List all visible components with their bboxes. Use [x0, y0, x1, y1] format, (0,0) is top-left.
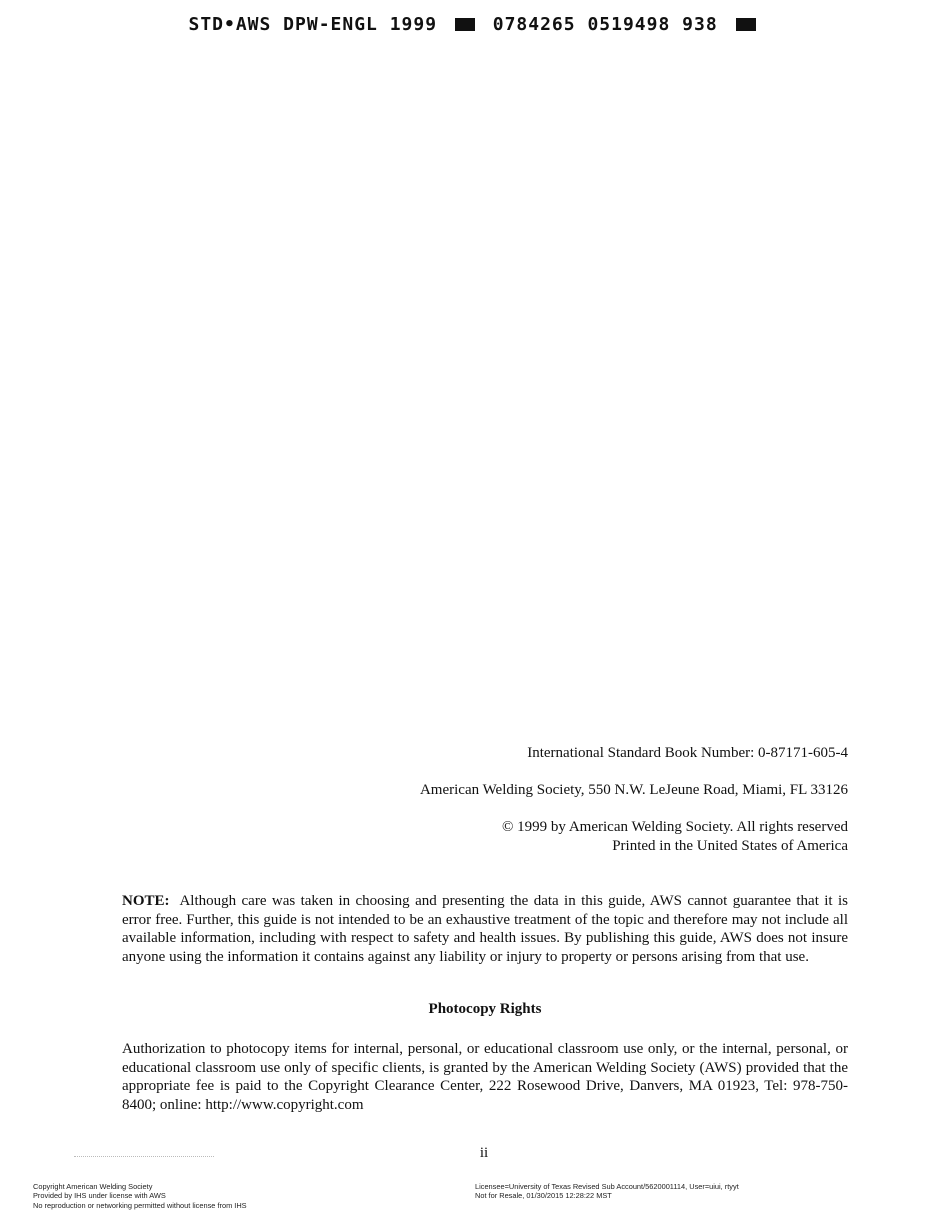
copyright-block	[502, 818, 848, 856]
footer-right-line: Licensee=University of Texas Revised Sub Account/5620001114, User=uiui, rtyyt	[475, 1182, 739, 1191]
page-number: ii	[479, 1145, 489, 1161]
footer-license-left	[33, 1182, 247, 1210]
note-label: NOTE:	[122, 893, 170, 909]
footer-license-right	[475, 1182, 739, 1201]
footer-left-line: No reproduction or networking permitted without license from IHS	[33, 1200, 247, 1210]
footer-left-line: Copyright American Welding Society	[33, 1182, 153, 1191]
footer-left-line: Provided by IHS under license with AWS	[33, 1191, 166, 1201]
document-code-right: 0784265 0519498 938	[492, 14, 718, 35]
disclaimer-note	[122, 892, 848, 966]
barcode-block-left	[455, 18, 475, 31]
photocopy-rights-heading: Photocopy Rights	[428, 1001, 542, 1017]
document-code-header	[0, 14, 950, 35]
copyright-line: © 1999 by American Welding Society. All rights reserved	[502, 819, 848, 835]
footer-right-line: Not for Resale, 01/30/2015 12:28:22 MST	[475, 1191, 612, 1201]
publisher-address: American Welding Society, 550 N.W. LeJeune Road, Miami, FL 33126	[419, 782, 848, 798]
photocopy-rights-text: Authorization to photocopy items for internal, personal, or educational classroom use only, or the internal, personal, or educational classroom use only of specific clients, is granted by the American Welding Society (AWS) provided that the appropriate fee is paid to the Copyright Clearance Center, 222 Rosewood Drive, Danvers, MA 01923, Tel: 978-750-8400; online: http://www.copyright.com	[122, 1041, 848, 1113]
barcode-block-right	[736, 18, 756, 31]
note-text: Although care was taken in choosing and presenting the data in this guide, AWS cannot guarantee that it is error free. Further, this guide is not intended to be an exhaustive treatment of the topic and therefore may not include all available information, including with respect to safety and health issues. By publishing this guide, AWS does not insure anyone using the information it contains against any liability or injury to property or persons arising from that use.	[122, 893, 848, 965]
document-code-left: STD•AWS DPW-ENGL 1999	[188, 14, 438, 35]
printed-line: Printed in the United States of America	[612, 838, 848, 854]
isbn-line: International Standard Book Number: 0-87171-605-4	[527, 745, 848, 761]
